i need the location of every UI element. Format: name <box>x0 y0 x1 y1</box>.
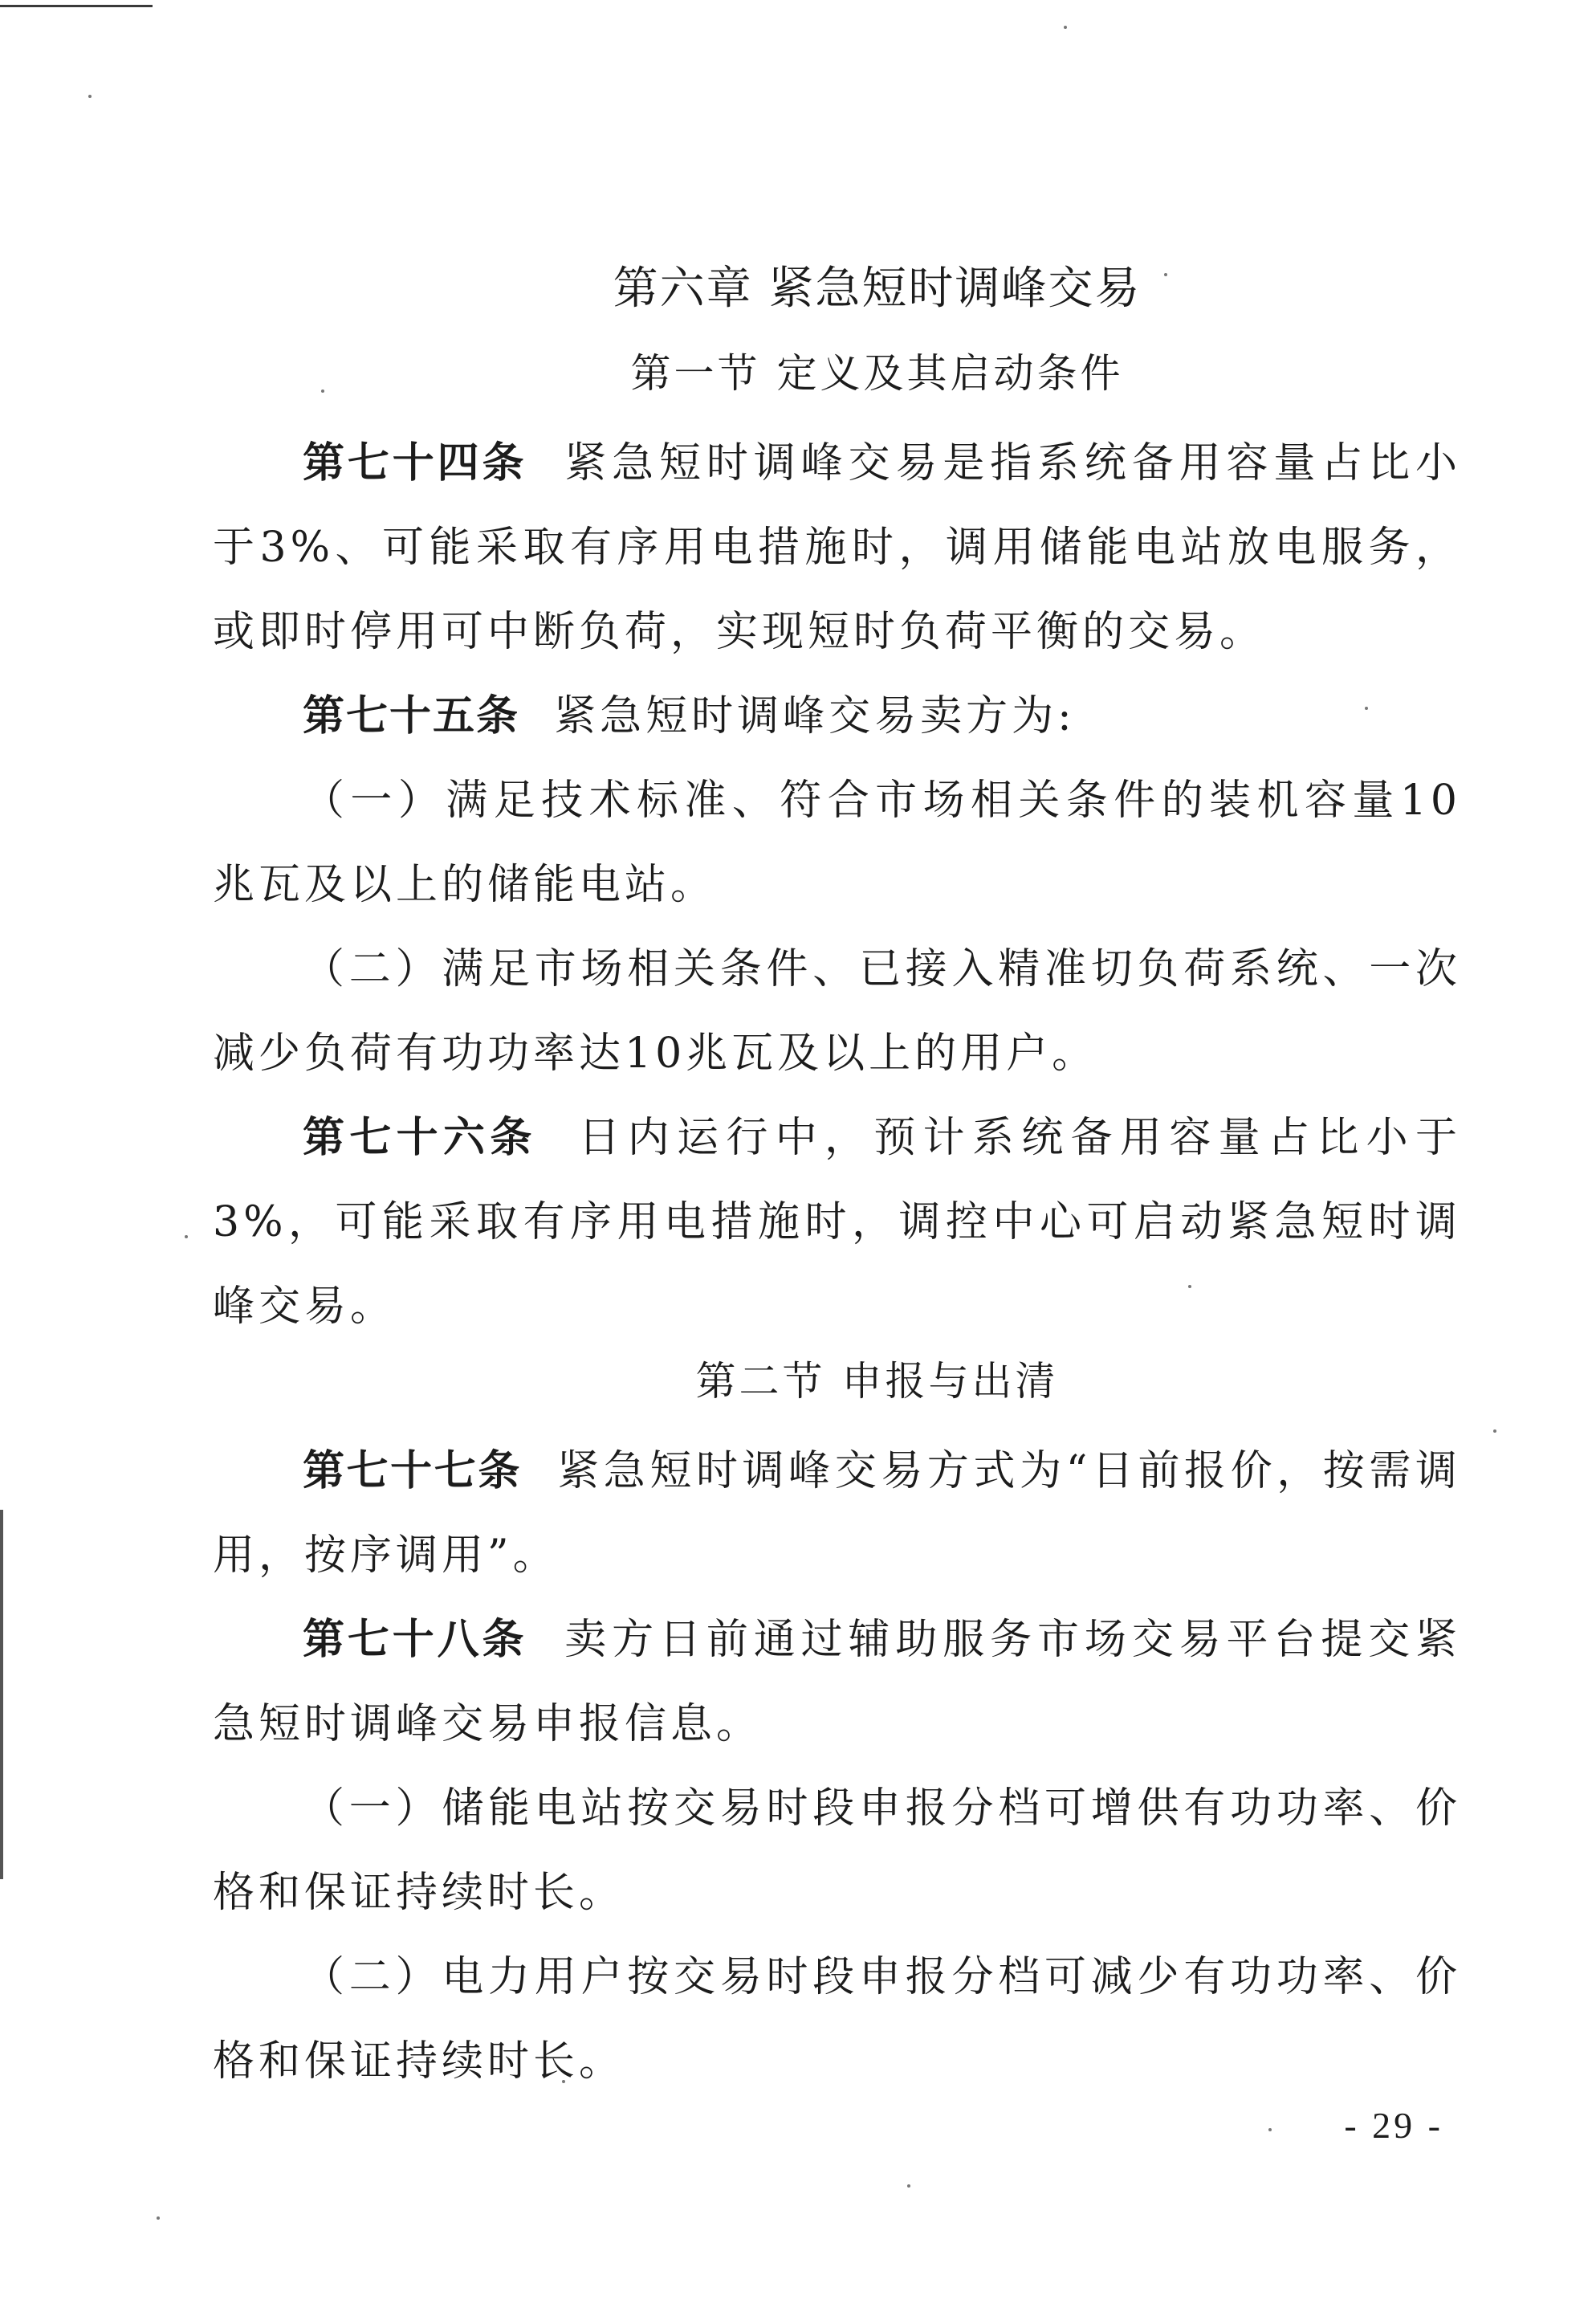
article-label: 第七十七条 <box>303 1447 522 1495</box>
article-78 <box>213 1598 1461 1767</box>
document-body <box>213 257 1461 2104</box>
scan-speck <box>157 2216 160 2220</box>
article-75 <box>213 675 1461 759</box>
scan-speck <box>185 1235 188 1238</box>
scan-speck <box>1268 2128 1272 2131</box>
scan-speck <box>1493 1429 1496 1433</box>
article-78-item-2: （二）电力用户按交易时段申报分档可减少有功功率、价格和保证持续时长。 <box>213 1953 1461 2086</box>
article-label: 第七十五条 <box>303 692 520 740</box>
article-74 <box>213 422 1461 675</box>
article-label: 第七十六条 <box>303 1114 537 1162</box>
article-78-item-1: （一）储能电站按交易时段申报分档可增供有功功率、价格和保证持续时长。 <box>213 1784 1461 1917</box>
section-title-2: 第二节 申报与出清 <box>695 1358 1059 1405</box>
article-label: 第七十四条 <box>303 439 527 487</box>
scan-speck <box>1064 26 1067 29</box>
article-text: 紧急短时调峰交易方式为“日前报价，按需调用，按序调用”。 <box>213 1447 1461 1580</box>
scan-speck <box>907 2184 910 2188</box>
page-number: - 29 - <box>1344 2105 1443 2146</box>
article-75-item-2: （二）满足市场相关条件、已接入精准切负荷系统、一次减少负荷有功功率达10兆瓦及以上的用户。 <box>213 945 1461 1078</box>
article-text: 日内运行中，预计系统备用容量占比小于3%，可能采取有序用电措施时，调控中心可启动紧急短时调峰交易。 <box>213 1114 1461 1331</box>
article-text: 紧急短时调峰交易是指系统备用容量占比小于3%、可能采取有序用电措施时，调用储能电站放电服务，或即时停用可中断负荷，实现短时负荷平衡的交易。 <box>213 439 1461 656</box>
article-75-item-1: （一）满足技术标准、符合市场相关条件的装机容量10兆瓦及以上的储能电站。 <box>213 777 1461 909</box>
scan-speck <box>88 95 92 98</box>
section-title-1: 第一节 定义及其启动条件 <box>630 350 1124 397</box>
article-text: 卖方日前通过辅助服务市场交易平台提交紧急短时调峰交易申报信息。 <box>213 1616 1461 1748</box>
article-76 <box>213 1096 1461 1349</box>
binding-edge-mark <box>0 1510 3 1879</box>
article-text: 紧急短时调峰交易卖方为: <box>554 692 1076 740</box>
article-77 <box>213 1429 1461 1598</box>
article-label: 第七十八条 <box>303 1616 527 1664</box>
chapter-title: 第六章 紧急短时调峰交易 <box>613 263 1142 315</box>
top-rule-mark <box>0 5 153 7</box>
